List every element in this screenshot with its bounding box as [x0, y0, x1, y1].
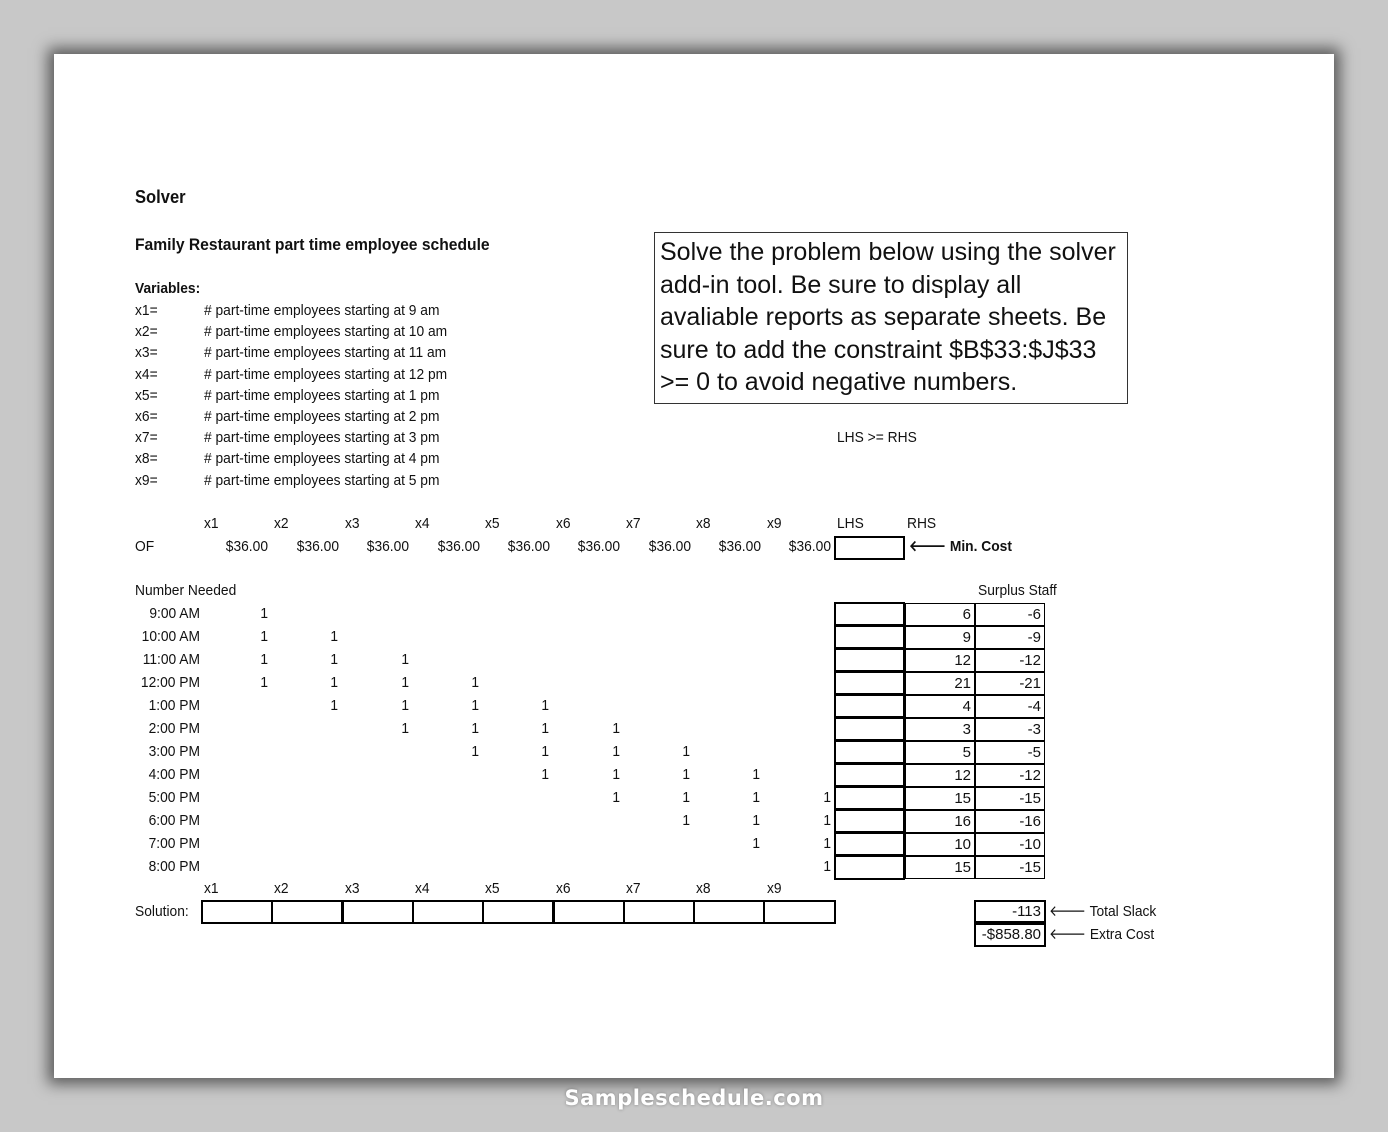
variable-description: # part-time employees starting at 2 pm: [204, 408, 440, 425]
cost-cell: $36.00: [788, 538, 831, 555]
number-needed-label: Number Needed: [135, 582, 237, 599]
variable-description: # part-time employees starting at 3 pm: [204, 429, 440, 447]
surplus-cell: -4: [975, 695, 1045, 718]
spreadsheet-page: [54, 54, 1334, 1078]
column-header: x4: [415, 880, 430, 897]
solution-cell[interactable]: [201, 900, 273, 924]
time-label: 8:00 PM: [148, 858, 200, 875]
column-header: x5: [485, 515, 500, 532]
lhs-cell[interactable]: [834, 809, 905, 833]
coefficient-cell: 1: [401, 697, 409, 714]
surplus-cell: -12: [975, 649, 1045, 672]
lhs-cell[interactable]: [834, 602, 905, 626]
coefficient-cell: 1: [752, 789, 760, 806]
solution-label: Solution:: [135, 903, 189, 920]
variable-name: x1=: [135, 302, 158, 319]
column-header: x6: [556, 515, 571, 532]
coefficient-cell: 1: [401, 720, 409, 737]
instructions-box: Solve the problem below using the solver add-in tool. Be sure to display all avaliable reports as separate sheets. Be sure to add the constraint $B$33:$J$33 >= 0 to avoid negative numbers.: [654, 232, 1128, 404]
solution-cell[interactable]: [482, 900, 554, 924]
coefficient-cell: 1: [612, 766, 620, 783]
surplus-cell: -3: [975, 718, 1045, 741]
surplus-cell: -6: [975, 603, 1045, 626]
variable-name: x3=: [135, 344, 158, 362]
lhs-cell[interactable]: [834, 625, 905, 649]
column-header: x8: [696, 515, 711, 532]
surplus-cell: -12: [975, 764, 1045, 787]
column-header: x6: [556, 880, 571, 897]
variable-description: # part-time employees starting at 9 am: [204, 302, 440, 319]
solution-cell[interactable]: [553, 900, 625, 924]
coefficient-cell: 1: [823, 858, 831, 875]
coefficient-cell: 1: [823, 789, 831, 806]
min-cost-label: 🡐 Min. Cost: [909, 538, 1012, 555]
coefficient-cell: 1: [330, 697, 338, 714]
solution-cell[interactable]: [693, 900, 765, 924]
time-label: 9:00 AM: [149, 605, 200, 622]
variable-description: # part-time employees starting at 10 am: [204, 323, 448, 341]
column-header: x5: [485, 880, 500, 897]
cost-cell: $36.00: [507, 538, 550, 555]
lhs-header: LHS: [837, 515, 864, 532]
surplus-cell: -15: [975, 787, 1045, 810]
rhs-cell: 9: [905, 626, 975, 649]
rhs-header: RHS: [907, 515, 937, 532]
surplus-cell: -5: [975, 741, 1045, 764]
coefficient-cell: 1: [260, 605, 268, 622]
sheet-title: Solver: [135, 187, 186, 207]
coefficient-cell: 1: [823, 812, 831, 829]
coefficient-cell: 1: [260, 674, 268, 691]
lhs-rhs-note: LHS >= RHS: [837, 429, 917, 446]
lhs-cell[interactable]: [834, 855, 905, 880]
coefficient-cell: 1: [541, 766, 549, 783]
column-header: x3: [345, 515, 360, 532]
column-header: x2: [274, 880, 289, 897]
variable-name: x9=: [135, 471, 158, 489]
column-header: x4: [415, 515, 430, 532]
surplus-cell: -16: [975, 810, 1045, 833]
variable-description: # part-time employees starting at 5 pm: [204, 471, 440, 489]
time-label: 3:00 PM: [148, 743, 200, 760]
lhs-cell[interactable]: [834, 694, 905, 718]
rhs-cell: 15: [905, 787, 975, 810]
column-header: x7: [626, 515, 641, 532]
coefficient-cell: 1: [260, 651, 268, 668]
solution-cell[interactable]: [763, 900, 836, 924]
rhs-cell: 21: [905, 672, 975, 695]
time-label: 12:00 PM: [140, 674, 200, 691]
surplus-staff-label: Surplus Staff: [978, 582, 1057, 599]
sheet-subtitle: Family Restaurant part time employee schedule: [135, 235, 490, 254]
coefficient-cell: 1: [401, 674, 409, 691]
coefficient-cell: 1: [612, 743, 620, 760]
column-header: x1: [204, 515, 219, 532]
variable-name: x8=: [135, 450, 158, 468]
total-slack-label: 🡐 Total Slack: [1049, 903, 1157, 920]
lhs-cell[interactable]: [834, 717, 905, 741]
of-label: OF: [135, 538, 155, 555]
variables-heading: Variables:: [135, 280, 201, 297]
column-header: x9: [767, 880, 782, 897]
lhs-cell[interactable]: [834, 786, 905, 810]
column-header: x1: [204, 880, 219, 897]
coefficient-cell: 1: [823, 835, 831, 852]
coefficient-cell: 1: [752, 835, 760, 852]
rhs-cell: 16: [905, 810, 975, 833]
lhs-cell[interactable]: [834, 740, 905, 764]
coefficient-cell: 1: [330, 674, 338, 691]
rhs-cell: 12: [905, 764, 975, 787]
rhs-cell: 3: [905, 718, 975, 741]
time-label: 1:00 PM: [148, 697, 200, 714]
coefficient-cell: 1: [752, 766, 760, 783]
variable-name: x6=: [135, 408, 158, 425]
variable-description: # part-time employees starting at 12 pm: [204, 365, 448, 383]
coefficient-cell: 1: [682, 789, 690, 806]
cost-cell: $36.00: [437, 538, 480, 555]
column-header: x7: [626, 880, 641, 897]
column-header: x8: [696, 880, 711, 897]
variable-name: x5=: [135, 386, 158, 404]
coefficient-cell: 1: [471, 743, 479, 760]
solution-cell[interactable]: [342, 900, 414, 924]
time-label: 11:00 AM: [142, 651, 200, 668]
solution-cell[interactable]: [271, 900, 343, 924]
lhs-cell[interactable]: [834, 832, 905, 856]
variable-description: # part-time employees starting at 11 am: [204, 344, 447, 362]
rhs-cell: 6: [905, 603, 975, 626]
cost-cell: $36.00: [366, 538, 409, 555]
coefficient-cell: 1: [682, 812, 690, 829]
time-label: 10:00 AM: [141, 628, 200, 645]
coefficient-cell: 1: [541, 720, 549, 737]
time-label: 6:00 PM: [148, 812, 200, 829]
cost-cell: $36.00: [225, 538, 268, 555]
variable-name: x7=: [135, 429, 158, 447]
coefficient-cell: 1: [541, 743, 549, 760]
coefficient-cell: 1: [401, 651, 409, 668]
lhs-cell[interactable]: [834, 763, 905, 787]
lhs-cell[interactable]: [834, 671, 905, 695]
time-label: 7:00 PM: [148, 835, 200, 852]
cost-cell: $36.00: [718, 538, 761, 555]
lhs-cell[interactable]: [834, 648, 905, 672]
coefficient-cell: 1: [330, 651, 338, 668]
coefficient-cell: 1: [471, 697, 479, 714]
coefficient-cell: 1: [260, 628, 268, 645]
variable-description: # part-time employees starting at 1 pm: [204, 386, 440, 404]
coefficient-cell: 1: [752, 812, 760, 829]
surplus-cell: -15: [975, 856, 1045, 879]
cost-cell: $36.00: [577, 538, 620, 555]
time-label: 5:00 PM: [148, 789, 200, 806]
extra-cost-cell[interactable]: -$858.80: [974, 923, 1046, 947]
surplus-cell: -10: [975, 833, 1045, 856]
cost-cell: $36.00: [296, 538, 339, 555]
total-slack-cell[interactable]: -113: [974, 900, 1046, 923]
coefficient-cell: 1: [612, 720, 620, 737]
extra-cost-label: 🡐 Extra Cost: [1049, 926, 1155, 943]
coefficient-cell: 1: [471, 674, 479, 691]
variable-description: # part-time employees starting at 4 pm: [204, 450, 440, 468]
solution-cell[interactable]: [412, 900, 484, 924]
coefficient-cell: 1: [682, 743, 690, 760]
time-label: 4:00 PM: [148, 766, 200, 783]
variable-name: x4=: [135, 365, 158, 383]
coefficient-cell: 1: [330, 628, 338, 645]
surplus-cell: -9: [975, 626, 1045, 649]
column-header: x3: [345, 880, 360, 897]
coefficient-cell: 1: [541, 697, 549, 714]
rhs-cell: 12: [905, 649, 975, 672]
rhs-cell: 15: [905, 856, 975, 879]
column-header: x2: [274, 515, 289, 532]
coefficient-cell: 1: [682, 766, 690, 783]
column-header: x9: [767, 515, 782, 532]
rhs-cell: 4: [905, 695, 975, 718]
surplus-cell: -21: [975, 672, 1045, 695]
rhs-cell: 5: [905, 741, 975, 764]
watermark: Sampleschedule.com: [564, 1086, 824, 1110]
coefficient-cell: 1: [612, 789, 620, 806]
min-cost-cell[interactable]: [834, 536, 905, 560]
solution-cell[interactable]: [623, 900, 695, 924]
coefficient-cell: 1: [471, 720, 479, 737]
cost-cell: $36.00: [648, 538, 691, 555]
variable-name: x2=: [135, 323, 158, 341]
time-label: 2:00 PM: [148, 720, 200, 737]
rhs-cell: 10: [905, 833, 975, 856]
